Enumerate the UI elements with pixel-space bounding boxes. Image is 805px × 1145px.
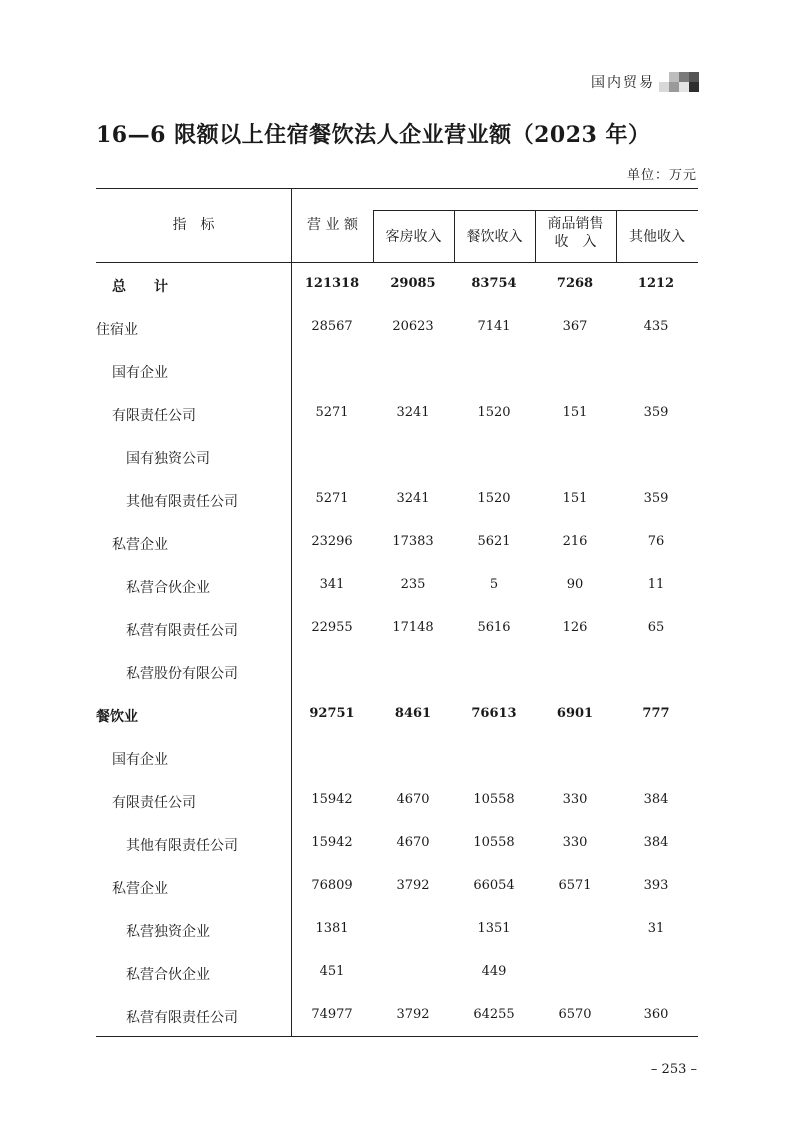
page-number: – 253 – xyxy=(650,1062,697,1077)
table-row xyxy=(96,694,698,737)
header-subcol: 商品销售 收 入 xyxy=(547,216,604,250)
cell-value: 11 xyxy=(647,577,665,592)
row-label: 总 计 xyxy=(112,279,168,295)
cell-value: 384 xyxy=(643,835,669,850)
cell-value: 5621 xyxy=(477,534,511,549)
table-row xyxy=(96,350,698,393)
row-label: 国有企业 xyxy=(112,752,168,768)
cell-value: 5271 xyxy=(315,405,349,420)
unit-label: 单位：万元 xyxy=(626,168,697,183)
row-label: 国有企业 xyxy=(112,365,168,381)
cell-value: 76 xyxy=(647,534,665,549)
table-row xyxy=(96,608,698,651)
cell-value: 31 xyxy=(647,921,665,936)
cell-value: 1351 xyxy=(477,921,511,936)
header-decoration xyxy=(659,72,701,92)
table-row xyxy=(96,651,698,694)
cell-value: 330 xyxy=(562,835,588,850)
cell-value: 3792 xyxy=(396,1007,430,1022)
cell-value: 1212 xyxy=(637,276,675,291)
cell-value: 7268 xyxy=(556,276,594,291)
cell-value: 126 xyxy=(562,620,588,635)
page-title: 16—6 限额以上住宿餐饮法人企业营业额（2023 年） xyxy=(96,122,651,148)
cell-value: 393 xyxy=(643,878,669,893)
header-subcol: 餐饮收入 xyxy=(466,229,523,245)
cell-value: 6901 xyxy=(556,706,594,721)
table-bottom-rule xyxy=(96,1036,698,1037)
cell-value: 64255 xyxy=(473,1007,515,1022)
cell-value: 4670 xyxy=(396,792,430,807)
table-row xyxy=(96,909,698,952)
cell-value: 74977 xyxy=(311,1007,353,1022)
cell-value: 17383 xyxy=(392,534,434,549)
table-row xyxy=(96,479,698,522)
cell-value: 5271 xyxy=(315,491,349,506)
table-row xyxy=(96,393,698,436)
cell-value: 5616 xyxy=(477,620,511,635)
header-indicator: 指 标 xyxy=(172,217,215,233)
table-row xyxy=(96,565,698,608)
row-label: 餐饮业 xyxy=(96,709,138,725)
header-subcol: 客房收入 xyxy=(385,229,442,245)
cell-value: 235 xyxy=(400,577,426,592)
cell-value: 6570 xyxy=(558,1007,592,1022)
cell-value: 22955 xyxy=(311,620,353,635)
row-label: 有限责任公司 xyxy=(112,408,196,424)
table-row xyxy=(96,522,698,565)
cell-value: 28567 xyxy=(311,319,353,334)
cell-value: 83754 xyxy=(471,276,517,291)
cell-value: 359 xyxy=(643,405,669,420)
row-label: 有限责任公司 xyxy=(112,795,196,811)
row-label: 私营独资企业 xyxy=(126,924,210,940)
table-row xyxy=(96,264,698,307)
row-label: 住宿业 xyxy=(96,322,138,338)
cell-value: 777 xyxy=(642,706,670,721)
cell-value: 15942 xyxy=(311,792,353,807)
cell-value: 65 xyxy=(647,620,665,635)
table-top-rule xyxy=(96,188,698,189)
cell-value: 90 xyxy=(566,577,584,592)
table-row xyxy=(96,737,698,780)
cell-value: 15942 xyxy=(311,835,353,850)
cell-value: 6571 xyxy=(558,878,592,893)
cell-value: 3792 xyxy=(396,878,430,893)
cell-value: 121318 xyxy=(304,276,360,291)
cell-value: 17148 xyxy=(392,620,434,635)
cell-value: 8461 xyxy=(394,706,432,721)
cell-value: 384 xyxy=(643,792,669,807)
table-row xyxy=(96,823,698,866)
header-subcol: 其他收入 xyxy=(629,229,685,245)
table-row xyxy=(96,780,698,823)
cell-value: 1520 xyxy=(477,405,511,420)
cell-value: 451 xyxy=(319,964,345,979)
row-label: 其他有限责任公司 xyxy=(126,838,238,854)
header-bottom-rule xyxy=(96,262,698,263)
cell-value: 1381 xyxy=(315,921,349,936)
cell-value: 341 xyxy=(319,577,345,592)
table-row xyxy=(96,952,698,995)
table-row xyxy=(96,995,698,1038)
table-row xyxy=(96,436,698,479)
row-label: 私营有限责任公司 xyxy=(126,1010,238,1026)
row-label: 私营有限责任公司 xyxy=(126,623,238,639)
row-label: 其他有限责任公司 xyxy=(126,494,238,510)
cell-value: 359 xyxy=(643,491,669,506)
cell-value: 151 xyxy=(562,491,588,506)
cell-value: 1520 xyxy=(477,491,511,506)
cell-value: 5 xyxy=(489,577,499,592)
cell-value: 216 xyxy=(562,534,588,549)
row-label: 私营企业 xyxy=(112,537,168,553)
row-label: 私营合伙企业 xyxy=(126,580,210,596)
cell-value: 367 xyxy=(562,319,588,334)
header-section-label: 国内贸易 xyxy=(591,75,655,91)
cell-value: 20623 xyxy=(392,319,434,334)
cell-value: 330 xyxy=(562,792,588,807)
cell-value: 4670 xyxy=(396,835,430,850)
cell-value: 92751 xyxy=(309,706,355,721)
cell-value: 10558 xyxy=(473,792,515,807)
cell-value: 435 xyxy=(643,319,669,334)
row-label: 私营股份有限公司 xyxy=(126,666,238,682)
cell-value: 10558 xyxy=(473,835,515,850)
row-label: 私营企业 xyxy=(112,881,168,897)
header-total-revenue: 营 业 额 xyxy=(307,217,358,233)
cell-value: 76613 xyxy=(471,706,517,721)
cell-value: 3241 xyxy=(396,491,430,506)
table-row xyxy=(96,307,698,350)
row-label: 私营合伙企业 xyxy=(126,967,210,983)
row-label: 国有独资公司 xyxy=(126,451,210,467)
cell-value: 76809 xyxy=(311,878,353,893)
cell-value: 3241 xyxy=(396,405,430,420)
table-row xyxy=(96,866,698,909)
cell-value: 449 xyxy=(481,964,507,979)
cell-value: 360 xyxy=(643,1007,669,1022)
cell-value: 151 xyxy=(562,405,588,420)
cell-value: 66054 xyxy=(473,878,515,893)
cell-value: 7141 xyxy=(477,319,511,334)
cell-value: 29085 xyxy=(390,276,436,291)
cell-value: 23296 xyxy=(311,534,353,549)
